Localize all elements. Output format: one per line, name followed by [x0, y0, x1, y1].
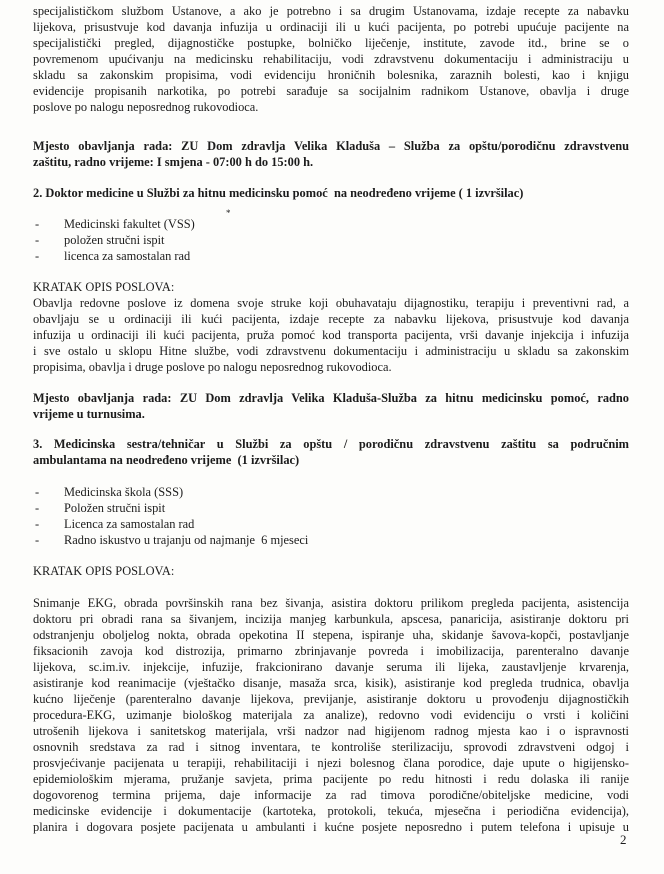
text-line: medicinske evidencije i dokumentacije (kartoteka, protokoli, tekuća, mjesečna i periodična evidencija), — [33, 804, 629, 818]
text-line: vrijeme u turnusima. — [33, 407, 145, 421]
text-line: utrošenih lijekova i sanitetskog materijala, vrši nadzor nad higijenom radnog mjesta kao i o ispravnosti — [33, 724, 629, 738]
requirement-item: Položen stručni ispit — [64, 501, 166, 515]
text-line: lijekova, prisustvuje kod davanja infuzija u ordinaciji ili u kući pacijenta, po potrebi upućuje pacijente na — [33, 20, 629, 34]
text-line: epidemiološkim mjerama, pružanje savjeta, prima pacijente po redu hitnosti i redu dolaska ili ranije — [33, 772, 629, 786]
bullet-dash: - — [35, 485, 40, 499]
text-line: povremenom upućivanju na medicinsku rehabilitaciju, vodi zdravstvenu dokumentaciju i administraciju u — [33, 52, 629, 66]
text-line: obavljaju se u ordinaciji ili kući pacijenta, izdaje recepte za nabavku lijekova, prisustvuje kod davanja — [33, 312, 629, 326]
text-line: poslove po nalogu neposrednog rukovodioca. — [33, 100, 259, 114]
text-line: Mjesto obavljanja rada: ZU Dom zdravlja Velika Kladuša-Služba za hitnu medicinsku pomoć, radno — [33, 391, 629, 405]
text-line: planira i dogovara posjete pacijenata u ambulanti i kućne posjete neposredno i putem telefona i upisuje u — [33, 820, 629, 834]
text-line: Obavlja redovne poslove iz domena svoje struke koji obuhavataju dijagnostiku, terapiju i preventivni rad, a — [33, 296, 629, 310]
requirement-item: Medicinska škola (SSS) — [64, 485, 184, 499]
requirement-item: Medicinski fakultet (VSS) — [64, 217, 195, 231]
text-line: odstranjenju obolјelog nokta, obrada opekotina II stepena, ispiranje uha, skidanje šavova-kopči, postavljanje — [33, 628, 629, 642]
requirement-item: Radno iskustvo u trajanju od najmanje 6 mjeseci — [64, 533, 309, 547]
text-line: zaštitu, radno vrijeme: I smjena - 07:00 h do 15:00 h. — [33, 155, 314, 169]
section-label: KRATAK OPIS POSLOVA: — [33, 280, 175, 294]
text-line: Mjesto obavljanja rada: ZU Dom zdravlja Velika Kladuša – Služba za opštu/porodičnu zdravstvenu — [33, 139, 629, 153]
page-number: 2 — [620, 832, 627, 847]
text-line: fiksacionih zavoja kod distrozija, primarno zbrinjavanje povreda i imobilizacija, parenteralno davanje — [33, 644, 629, 658]
bullet-dash: - — [35, 249, 40, 263]
requirement-item: Licenca za samostalan rad — [64, 517, 195, 531]
bullet-dash: - — [35, 533, 40, 547]
text-line: procedura-EKG, uzimanje biološkog materijala za analize), redovno vodi evidenciju o vrsti i količini — [33, 708, 629, 722]
text-line: specijalističkom službom Ustanove, a ako je potrebno i sa drugim Ustanovama, izdaje recepte za nabavku — [33, 4, 629, 18]
requirement-item: licenca za samostalan rad — [64, 249, 191, 263]
section-label: KRATAK OPIS POSLOVA: — [33, 564, 175, 578]
text-line: 3. Medicinska sestra/tehničar u Službi za opštu / porodičnu zdravstvenu zaštitu sa područnim — [33, 437, 629, 451]
text-line: ambulantama na neodređeno vrijeme (1 izvršilac) — [33, 453, 300, 467]
requirement-item: položen stručni ispit — [64, 233, 165, 247]
text-line: lijekova, sc.im.iv. injekcije, infuzije, frakcionirano davanje seruma ili lijeka, zaustavljenje krvarenja, — [33, 660, 629, 674]
bullet-dash: - — [35, 501, 40, 515]
text-line: i sve ostalo u sklopu Hitne službe, vodi zdravstvenu dokumentaciju i administraciju u skladu sa zakonskim — [33, 344, 629, 358]
text-line: evidencije propisanih narkotika, po potrebi sarađuje sa socijalnim radnikom Ustanove, obavlja i druge — [33, 84, 629, 98]
text-line: dogovorenog termina prijema, daje informacije za rad timova porodične/obiteljske medicine, vodi — [33, 788, 629, 802]
text-line: prosvjećivanje pacijenata u terapiji, rehabilitaciji i njezi bolesnog člana porodice, daje upute o higijensko- — [33, 756, 629, 770]
text-line: doktoru pri obradi rana sa šivanjem, incizija manjeg karbunkula, apscesa, panaricija, asistiranje doktoru pri — [33, 612, 629, 626]
stray-mark: * — [226, 208, 231, 218]
text-line: skladu sa zakonskim propisima, vodi evidenciju hroničnih bolesnika, zaraznih bolesti, kao i knjigu — [33, 68, 629, 82]
text-line: osnovnih sredstava za rad i sitnog inventara, te kontroliše sterilizaciju, sprovodi zdravstveni odgoj i — [33, 740, 629, 754]
bullet-dash: - — [35, 233, 40, 247]
text-line: specijalistički pregled, dijagnostičke postupke, bolničko liječenje, institute, zavode itd., brine se o — [33, 36, 629, 50]
bullet-dash: - — [35, 217, 40, 231]
text-line: propisima, obavlja i druge poslove po nalogu neposrednog rukovodioca. — [33, 360, 392, 374]
text-line: infuzija u ordinaciji ili kući pacijenta, pruža pomoć kod transporta pacijenta, vrši davanje injekcija i infuzija — [33, 328, 629, 342]
text-line: kućno liječenje (parenteralno davanje lijekova, previjanje, asistiranje doktoru u provođenju dijagnostičkih — [33, 692, 629, 706]
position-heading-2: 2. Doktor medicine u Službi za hitnu medicinsku pomoć na neodređeno vrijeme ( 1 izvršilac) — [33, 186, 524, 200]
bullet-dash: - — [35, 517, 40, 531]
text-line: asistiranje kod reanimacije (vještačko disanje, masaža srca, kisik), asistiranje kod pregleda trudnica, obavlja — [33, 676, 629, 690]
text-line: Snimanje EKG, obrada površinskih rana bez šivanja, asistira doktoru prilikom pregleda pacijenta, asistencija — [33, 596, 629, 610]
